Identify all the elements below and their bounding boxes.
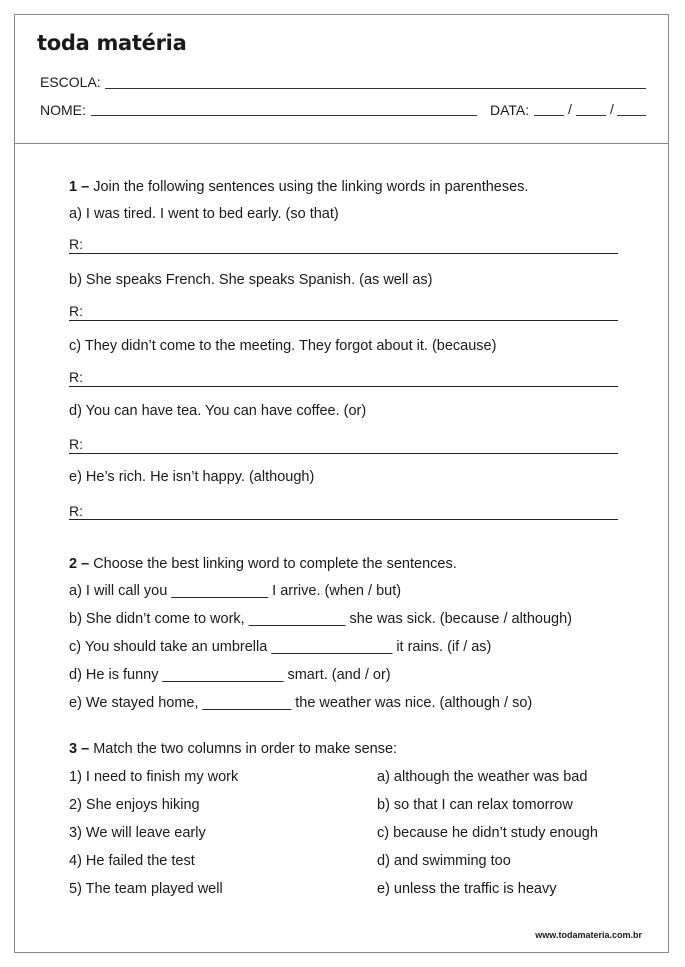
match-left-item: 2) She enjoys hiking — [69, 797, 200, 813]
answer-label: R: — [69, 436, 83, 452]
question-1-item: d) You can have tea. You can have coffee. (or) — [69, 403, 367, 419]
date-label: DATA: — [490, 102, 530, 118]
match-right-item: c) because he didn’t study enough — [377, 825, 598, 841]
question-1-item: a) I was tired. I went to bed early. (so that) — [69, 206, 339, 222]
date-year-field[interactable] — [617, 115, 646, 116]
answer-label: R: — [69, 503, 83, 519]
question-1-item: c) They didn’t come to the meeting. They forgot about it. (because) — [69, 338, 497, 354]
answer-line-a[interactable] — [69, 253, 618, 254]
answer-line-e[interactable] — [69, 519, 618, 520]
answer-label: R: — [69, 303, 83, 319]
date-month-field[interactable] — [576, 115, 606, 116]
question-3-instruction: Match the two columns in order to make sense: — [93, 741, 398, 757]
answer-label: R: — [69, 236, 83, 252]
question-2-item: a) I will call you ____________ I arrive. (when / but) — [69, 583, 402, 599]
question-3-title — [69, 741, 397, 757]
date-separator: / — [610, 101, 614, 117]
question-2-item: d) He is funny _______________ smart. (and / or) — [69, 667, 391, 683]
match-right-item: b) so that I can relax tomorrow — [377, 797, 573, 813]
match-right-item: e) unless the traffic is heavy — [377, 881, 557, 897]
question-2-item: c) You should take an umbrella _______________ it rains. (if / as) — [69, 639, 492, 655]
header-divider — [15, 143, 668, 144]
match-right-item: a) although the weather was bad — [377, 769, 588, 785]
question-1-item: b) She speaks French. She speaks Spanish. (as well as) — [69, 272, 433, 288]
question-1-instruction: Join the following sentences using the linking words in parentheses. — [93, 179, 529, 195]
question-2-item: b) She didn’t come to work, ____________ she was sick. (because / although) — [69, 611, 572, 627]
question-2-instruction: Choose the best linking word to complete the sentences. — [93, 556, 457, 572]
question-1-item: e) He’s rich. He isn’t happy. (although) — [69, 469, 315, 485]
question-1-number: 1 – — [69, 179, 90, 195]
match-left-item: 4) He failed the test — [69, 853, 195, 869]
match-left-item: 3) We will leave early — [69, 825, 206, 841]
worksheet-frame — [14, 14, 669, 953]
match-left-item: 1) I need to finish my work — [69, 769, 239, 785]
answer-line-d[interactable] — [69, 453, 618, 454]
answer-line-c[interactable] — [69, 386, 618, 387]
name-label: NOME: — [40, 102, 86, 118]
answer-line-b[interactable] — [69, 320, 618, 321]
date-day-field[interactable] — [534, 115, 564, 116]
school-field[interactable] — [105, 88, 646, 89]
question-1-title — [69, 179, 528, 195]
answer-label: R: — [69, 369, 83, 385]
footer-url: www.todamateria.com.br — [535, 930, 642, 940]
school-label: ESCOLA: — [40, 74, 101, 90]
question-2-number: 2 – — [69, 556, 90, 572]
question-3-number: 3 – — [69, 741, 90, 757]
match-right-item: d) and swimming too — [377, 853, 511, 869]
question-2-title — [69, 556, 457, 572]
date-separator: / — [568, 101, 572, 117]
name-field[interactable] — [91, 115, 477, 116]
match-left-item: 5) The team played well — [69, 881, 223, 897]
brand-logo: toda matéria — [37, 31, 187, 55]
question-2-item: e) We stayed home, ___________ the weather was nice. (although / so) — [69, 695, 533, 711]
